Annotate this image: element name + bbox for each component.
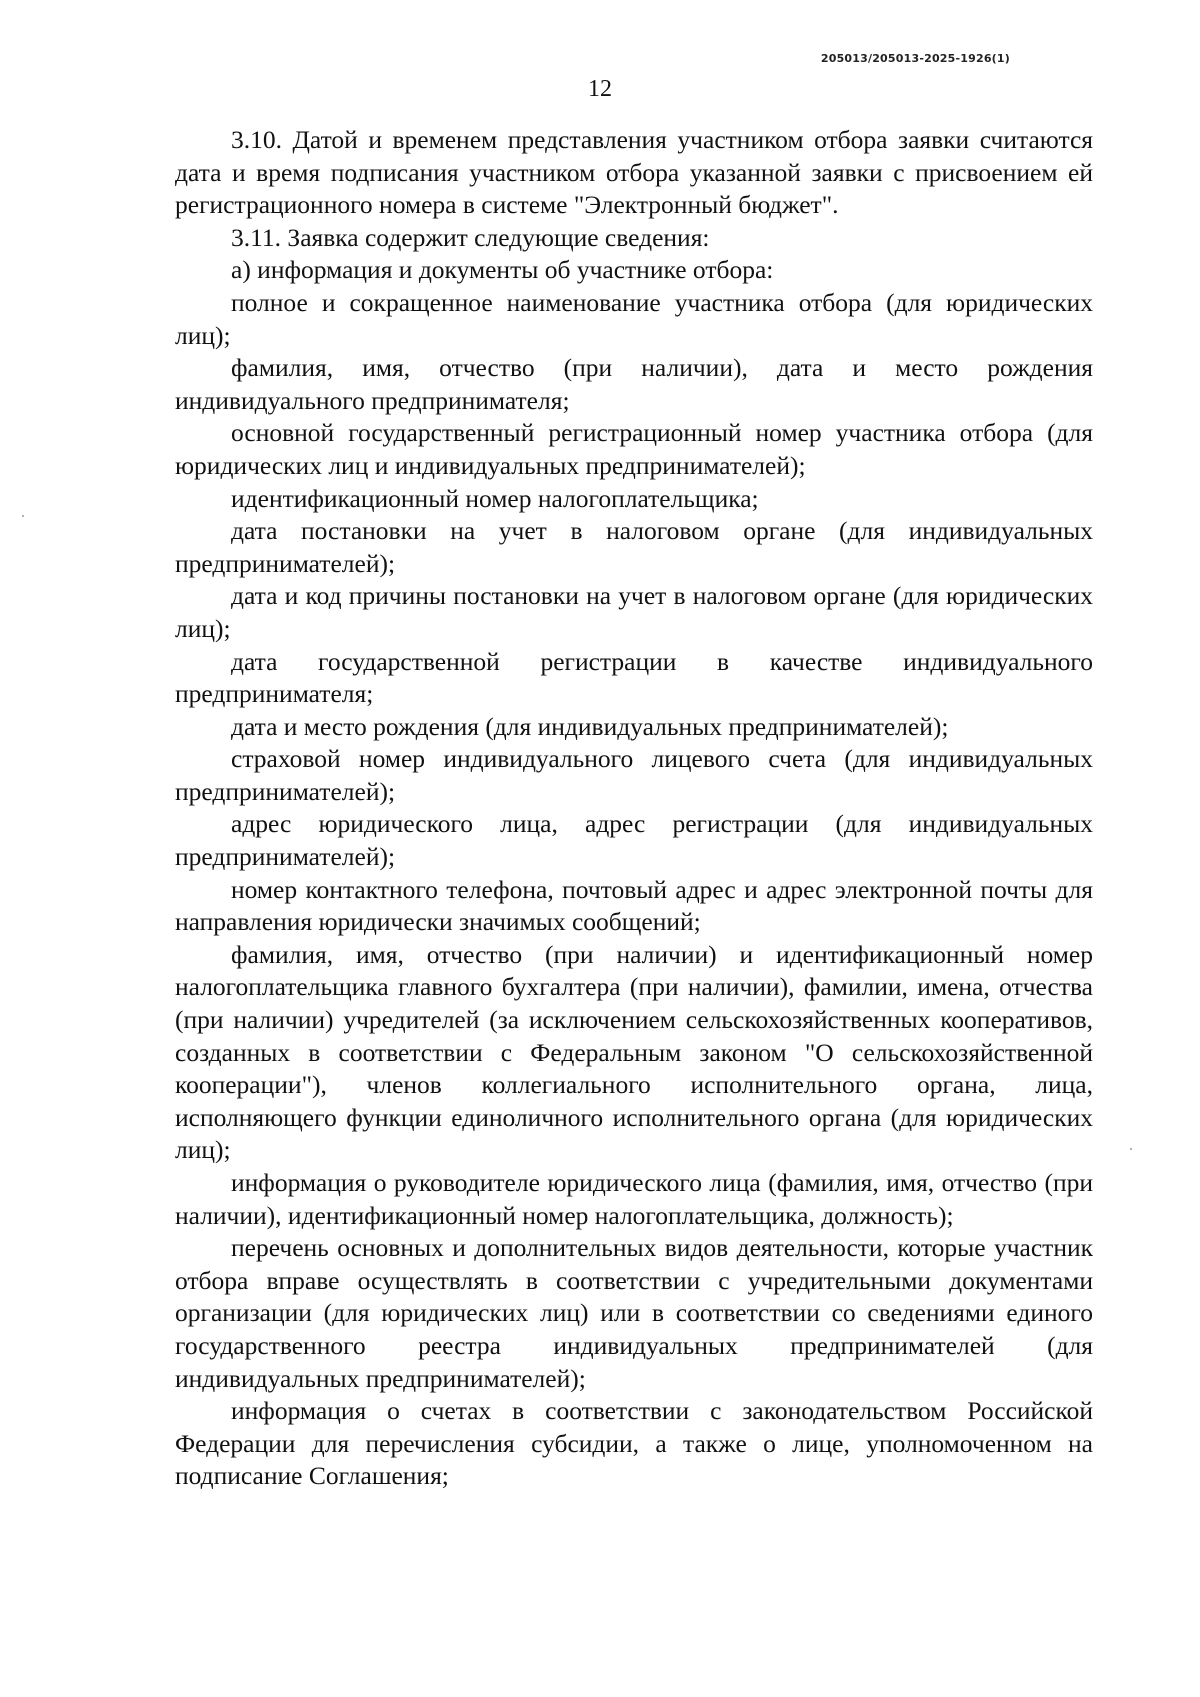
paragraph-item-a: а) информация и документы об участнике отбора: [231,255,774,285]
document-id: 205013/205013-2025-1926(1) [820,52,1010,65]
paragraph: страховой номер индивидуального лицевого счета (для индивидуальных предпринимателей); [175,744,1093,806]
paragraph: основной государственный регистрационный номер участника отбора (для юридических лиц и индивидуальных предпринимателей); [175,418,1093,480]
paragraph: дата и место рождения (для индивидуальных предпринимателей); [231,711,949,741]
paragraph: дата и код причины постановки на учет в налоговом органе (для юридических лиц); [175,581,1093,643]
paragraph: информация о счетах в соответствии с законодательством Российской Федерации для перечисления субсидии, а также о лице, уполномоченном на подписание Соглашения; [175,1396,1093,1491]
document-body [175,124,1093,1493]
paragraph: фамилия, имя, отчество (при наличии) и идентификационный номер налогоплательщика главного бухгалтера (при наличии), фамилии, имена, отчества (при наличии) учредителей (за исключением сельскохозяйственных кооперативов, созданных в соответствии с Федеральным законом "О сельскохозяйственной кооперации"), членов коллегиального исполнительного органа, лица, исполняющего функции единоличного исполнительного органа (для юридических лиц); [175,939,1093,1165]
paragraph: перечень основных и дополнительных видов деятельности, которые участник отбора вправе осуществлять в соответствии с учредительными документами организации (для юридических лиц) или в соответствии со сведениями единого государственного реестра индивидуальных предпринимателей (для индивидуальных предпринимателей); [175,1233,1093,1393]
paragraph: дата государственной регистрации в качестве индивидуального предпринимателя; [175,646,1093,709]
page-number: 12 [588,76,612,102]
paragraph-3-11: 3.11. Заявка содержит следующие сведения: [231,222,710,252]
paragraph-3-10: 3.10. Датой и временем представления участником отбора заявки считаются дата и время подписания участником отбора указанной заявки с присвоением ей регистрационного номера в системе "Электронный бюджет". [175,125,1093,220]
paragraph: информация о руководителе юридического лица (фамилия, имя, отчество (при наличии), идентификационный номер налогоплательщика, должность); [175,1168,1093,1230]
paragraph: дата постановки на учет в налоговом органе (для индивидуальных предпринимателей); [175,516,1093,578]
paragraph: адрес юридического лица, адрес регистрации (для индивидуальных предпринимателей); [175,809,1093,872]
paragraph: идентификационный номер налогоплательщика; [231,483,759,513]
paragraph: фамилия, имя, отчество (при наличии), дата и место рождения индивидуального предпринимателя; [175,353,1093,415]
paragraph: номер контактного телефона, почтовый адрес и адрес электронной почты для направления юридически значимых сообщений; [175,874,1093,937]
scan-speck [22,515,24,517]
paragraph: полное и сокращенное наименование участника отбора (для юридических лиц); [175,287,1093,350]
scan-speck [1130,1148,1132,1150]
